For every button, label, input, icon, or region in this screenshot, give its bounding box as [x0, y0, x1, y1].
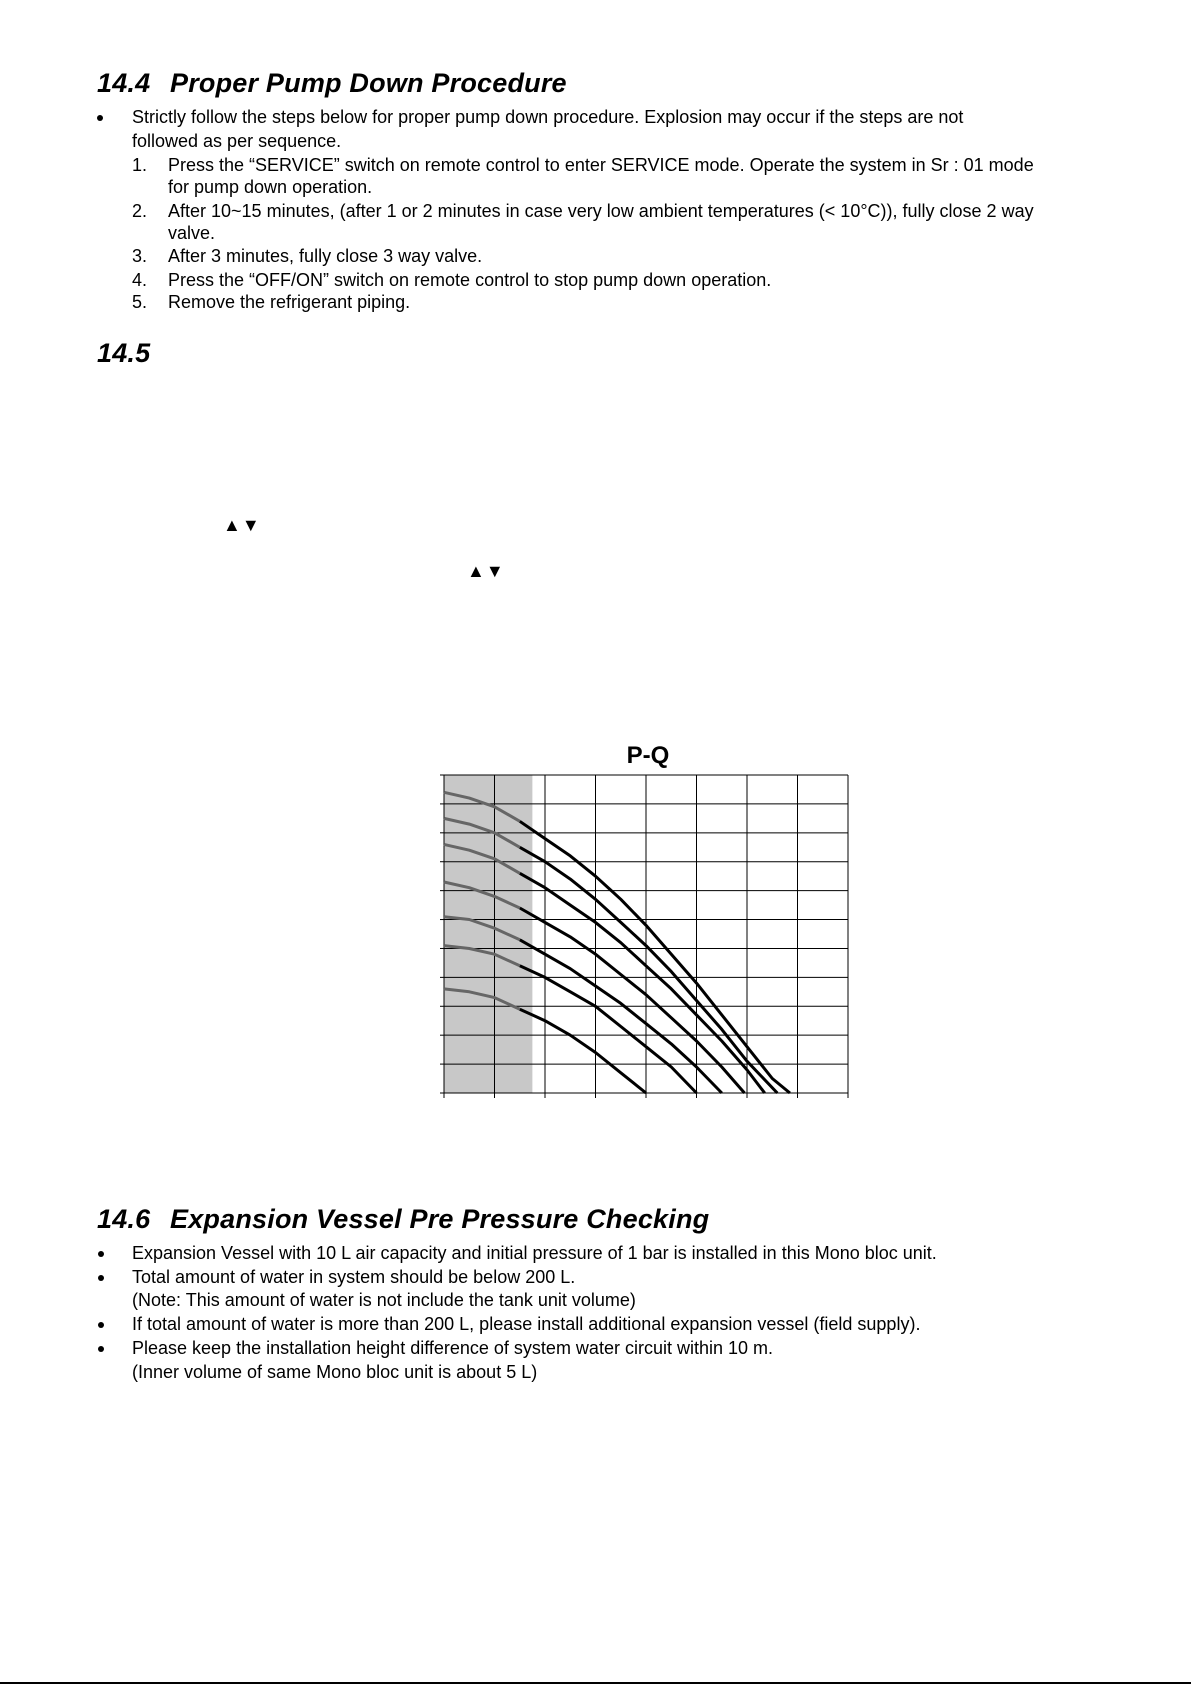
pump-curve — [520, 1009, 646, 1093]
intro-text-line2: followed as per sequence. — [132, 131, 342, 151]
step-text: Remove the refrigerant piping. — [168, 292, 411, 312]
pump-curve — [520, 966, 697, 1093]
step-text-continued: for pump down operation. — [168, 177, 373, 197]
section-heading-14-6 — [97, 1204, 709, 1235]
step-number: 4. — [132, 270, 148, 290]
bullet-text: Total amount of water in system should be below 200 L. — [132, 1267, 576, 1287]
section-number: 14.4 — [97, 68, 151, 98]
bullet-dot — [98, 1275, 104, 1281]
step-text: After 10~15 minutes, (after 1 or 2 minutes in case very low ambient temperatures (< 10°C)), fully close 2 way — [168, 201, 1034, 221]
section-title: Expansion Vessel Pre Pressure Checking — [170, 1204, 710, 1234]
section-number: 14.5 — [97, 338, 151, 368]
bullet-dot — [98, 1346, 104, 1352]
bullet-note: (Inner volume of same Mono bloc unit is about 5 L) — [132, 1362, 538, 1382]
step-text: Press the “OFF/ON” switch on remote control to stop pump down operation. — [168, 270, 772, 290]
step-text-continued: valve. — [168, 223, 216, 243]
section-number: 14.6 — [97, 1204, 151, 1234]
step-number: 2. — [132, 201, 148, 221]
bullet-text: Please keep the installation height difference of system water circuit within 10 m. — [132, 1338, 773, 1358]
step-text: After 3 minutes, fully close 3 way valve. — [168, 246, 483, 266]
chart-title: P-Q — [626, 742, 670, 769]
step-number: 3. — [132, 246, 148, 266]
step-number: 5. — [132, 292, 148, 312]
bullet-note: (Note: This amount of water is not include the tank unit volume) — [132, 1290, 636, 1310]
bullet-text: If total amount of water is more than 200 L, please install additional expansion vessel (field supply). — [132, 1314, 921, 1334]
pump-curve — [520, 940, 722, 1093]
step-text: Press the “SERVICE” switch on remote control to enter SERVICE mode. Operate the system in Sr : 01 mode — [168, 155, 1034, 175]
intro-text-line1: Strictly follow the steps below for proper pump down procedure. Explosion may occur if the steps are not — [132, 107, 964, 127]
bullet-text: Expansion Vessel with 10 L air capacity and initial pressure of 1 bar is installed in this Mono bloc unit. — [132, 1243, 937, 1263]
up-down-arrow-icon: ▲▼ — [223, 515, 261, 535]
bullet-dot — [98, 1322, 104, 1328]
step-number: 1. — [132, 155, 148, 175]
up-down-arrow-icon: ▲▼ — [467, 561, 505, 581]
page-bottom-rule — [0, 1682, 1191, 1684]
section-title: Proper Pump Down Procedure — [170, 68, 567, 98]
bullet-dot — [98, 1251, 104, 1257]
